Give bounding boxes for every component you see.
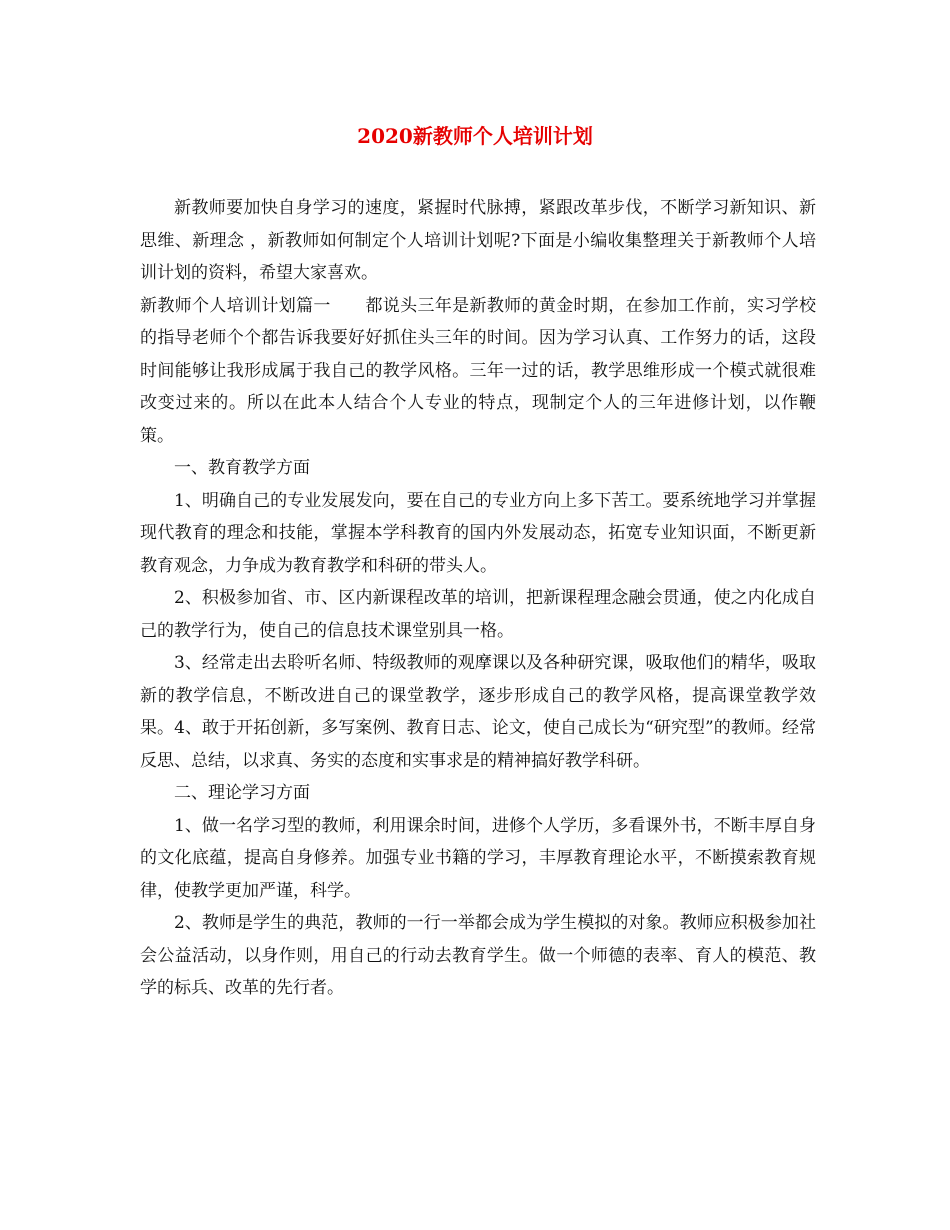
document-body [140,192,816,1005]
section-heading-teaching: 一、教育教学方面 [174,458,310,478]
teaching-item-1: 1、明确自己的专业发展发向，要在自己的专业方向上多下苦工。要系统地学习并掌握现代教育的理念和技能，掌握本学科教育的国内外发展动态，拓宽专业知识面，不断更新教育观念，力争成为教育教学和科研的带头人。 [140,490,816,576]
teaching-item-2: 2、积极参加省、市、区内新课程改革的培训，把新课程理念融会贯通，使之内化成自己的教学行为，使自己的信息技术课堂别具一格。 [140,588,816,641]
plan-one-paragraph: 新教师个人培训计划篇一 都说头三年是新教师的黄金时期，在参加工作前，实习学校的指导老师个个都告诉我要好好抓住头三年的时间。因为学习认真、工作努力的话，这段时间能够让我形成属于我自己的教学风格。三年一过的话，教学思维形成一个模式就很难改变过来的。所以在此本人结合个人专业的特点，现制定个人的三年进修计划，以作鞭策。 [140,295,816,446]
teaching-item-3-4: 3、经常走出去聆听名师、特级教师的观摩课以及各种研究课，吸取他们的精华，吸取新的教学信息，不断改进自己的课堂教学，逐步形成自己的教学风格，提高课堂教学效果。4、敢于开拓创新，多写案例、教育日志、论文，使自己成长为“研究型”的教师。经常反思、总结，以求真、务实的态度和实事求是的精神搞好教学科研。 [140,653,816,771]
intro-paragraph: 新教师要加快自身学习的速度，紧握时代脉搏，紧跟改革步伐，不断学习新知识、新思维、新理念 ，新教师如何制定个人培训计划呢?下面是小编收集整理关于新教师个人培训计划的资料，希望大家喜欢。 [140,198,816,283]
theory-item-1: 1、做一名学习型的教师，利用课余时间，进修个人学历，多看课外书，不断丰厚自身的文化底蕴，提高自身修养。加强专业书籍的学习，丰厚教育理论水平，不断摸索教育规律，使教学更加严谨，科学。 [140,815,816,901]
theory-item-2: 2、教师是学生的典范，教师的一行一举都会成为学生模拟的对象。教师应积极参加社会公益活动，以身作则，用自己的行动去教育学生。做一个师德的表率、育人的模范、教学的标兵、改革的先行者。 [140,913,816,998]
document-title: 2020新教师个人培训计划 [357,124,593,148]
section-heading-theory: 二、理论学习方面 [174,783,310,803]
